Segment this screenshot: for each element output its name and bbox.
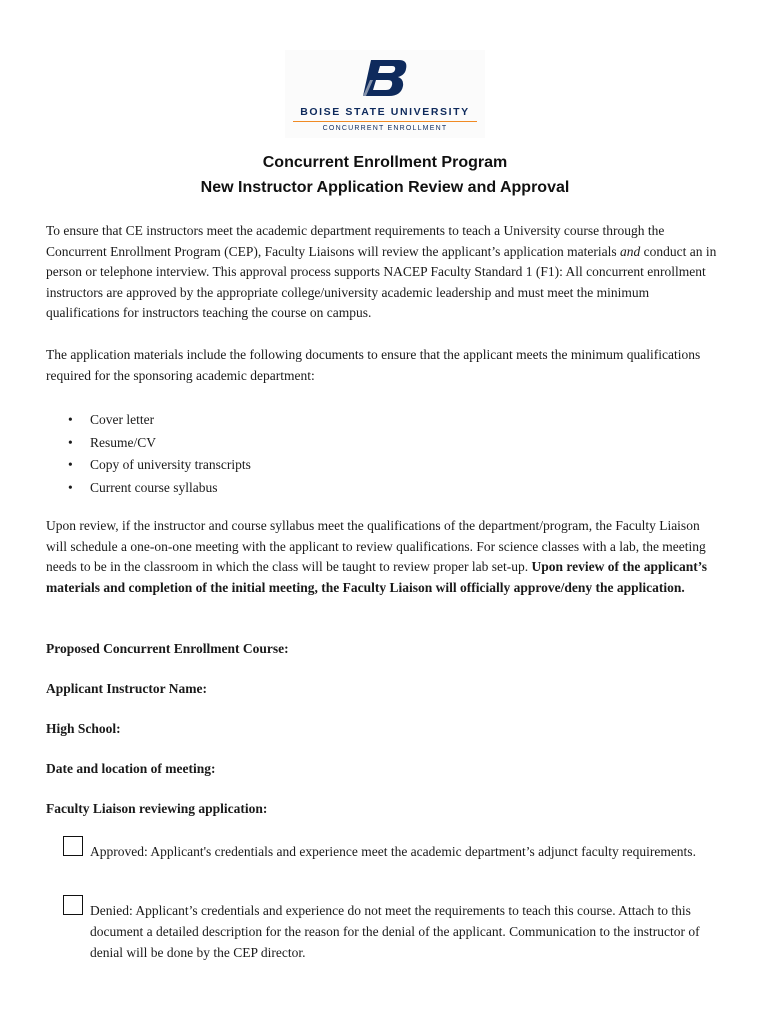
- denied-label: Denied: Applicant’s credentials and experience do not meet the requirements to teach this course. Attach to this document a detailed description for the reason for the denial of the applicant. Communication to the instructor of denial will be done by the CEP director.: [90, 903, 700, 960]
- bullet-icon: •: [68, 479, 73, 495]
- broncos-b-logo-icon: [361, 58, 409, 98]
- logo-divider: [293, 121, 477, 122]
- review-text-bold: Upon review of the applicant’s materials and completion of the initial meeting, the Faculty Liaison will officially approve/deny the application.: [46, 559, 707, 595]
- list-item: [68, 477, 251, 500]
- field-faculty-liaison: Faculty Liaison reviewing application:: [46, 801, 268, 816]
- bullet-icon: •: [68, 412, 73, 427]
- field-high-school: High School:: [46, 721, 121, 736]
- material-cover-letter: Cover letter: [90, 412, 155, 427]
- list-item: [68, 454, 251, 477]
- approved-label: Approved: Applicant's credentials and experience meet the academic department’s adjunct faculty requirements.: [90, 844, 696, 859]
- department-name: CONCURRENT ENROLLMENT: [322, 125, 448, 132]
- list-item: [68, 432, 251, 455]
- review-paragraph: [46, 516, 722, 598]
- field-instructor-name: Applicant Instructor Name:: [46, 681, 207, 696]
- bullet-icon: •: [68, 434, 73, 450]
- intro-text: To ensure that CE instructors meet the academic department requirements to teach a University course through the Concurrent Enrollment Program (CEP), Faculty Liaisons will review the applicant’s application materials: [46, 223, 665, 259]
- field-course: Proposed Concurrent Enrollment Course:: [46, 641, 289, 656]
- intro-emphasis: and: [620, 243, 641, 259]
- material-resume: Resume/CV: [90, 434, 156, 450]
- field-meeting: Date and location of meeting:: [46, 761, 216, 776]
- intro-text-continued: conduct an in person or telephone interview. This approval process supports NACEP Faculty Standard 1 (F1): All concurrent enrollment instructors are approved by the appropriate college/university academic leadership and must meet the minimum qualifications for instructors teaching the course on campus.: [46, 243, 717, 321]
- list-item: [68, 409, 251, 432]
- document-title: [0, 150, 770, 200]
- approved-checkbox[interactable]: [63, 836, 83, 856]
- material-syllabus: Current course syllabus: [90, 479, 218, 495]
- university-name: BOISE STATE UNIVERSITY: [300, 106, 470, 118]
- logo: [285, 50, 485, 138]
- intro-paragraph: [46, 221, 722, 324]
- material-transcripts: Copy of university transcripts: [90, 457, 251, 472]
- title-line-2: New Instructor Application Review and Approval: [200, 179, 570, 196]
- title-line-1: Concurrent Enrollment Program: [262, 154, 508, 171]
- bullet-icon: •: [68, 457, 73, 472]
- denied-checkbox[interactable]: [63, 895, 83, 915]
- materials-intro: The application materials include the following documents to ensure that the applicant meets the minimum qualifications required for the sponsoring academic department:: [46, 347, 701, 383]
- materials-list: [68, 409, 251, 499]
- review-text: Upon review, if the instructor and course syllabus meet the qualifications of the department/program, the Faculty Liaison will schedule a one-on-one meeting with the applicant to review qualifications. For science classes with a lab, the meeting needs to be in the classroom in which the class will be taught to review proper lab set-up.: [46, 518, 706, 575]
